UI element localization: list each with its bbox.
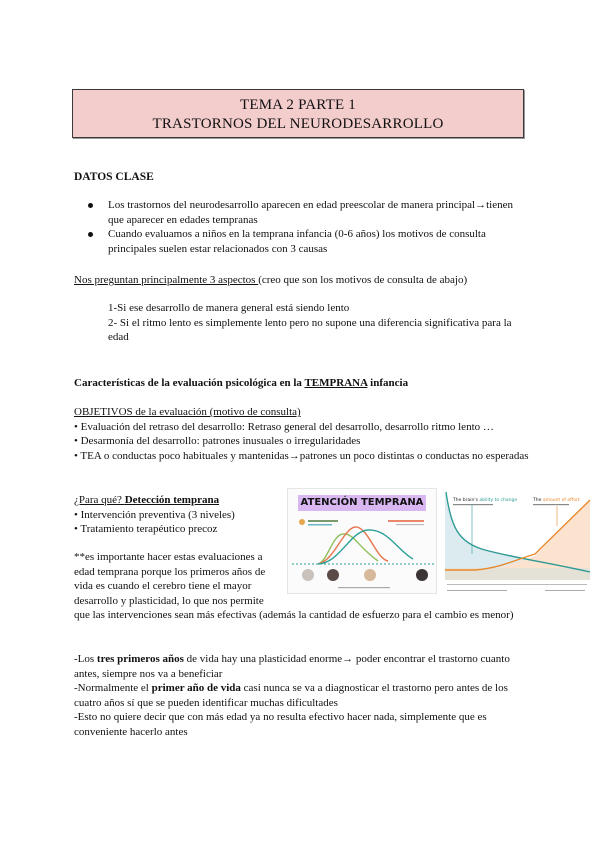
image-banner: ATENCIÓN TEMPRANA — [298, 495, 426, 511]
note-line: -Esto no quiere decir que con más edad ya no resulta efectivo hacer nada, simplemente que es conveniente hacerlo antes — [74, 711, 487, 738]
note-line: -Los tres primeros años de vida hay una plasticidad enorme→ poder encontrar el trastorno cuanto antes, siempre nos va a beneficiar — [74, 653, 510, 680]
list-item: • Tratamiento terapéutico precoz — [74, 523, 218, 536]
atencion-temprana-image — [287, 488, 437, 594]
list-item: • Intervención preventiva (3 niveles) — [74, 508, 235, 521]
brain-plasticity-chart-image — [445, 488, 593, 594]
title-line-1: TEMA 2 PARTE 1 — [240, 97, 356, 113]
note-paragraph: **es importante hacer estas evaluaciones a edad temprana porque los primeros años de vida es cuando el cerebro tiene el mayor desarrollo y plasticidad, lo que nos permite — [74, 551, 266, 607]
objetivos-block — [74, 405, 529, 463]
svg-text:The amount of effort: The amount of effort — [533, 498, 580, 503]
list-item: Los trastornos del neurodesarrollo aparecen en edad preescolar de manera principal→tienen que aparecer en edades tempranas — [88, 198, 528, 227]
preguntan-paragraph: Nos preguntan principalmente 3 aspectos (creo que son los motivos de consulta de abajo) — [74, 274, 468, 286]
objetivos-heading: OBJETIVOS de la evaluación (motivo de consulta) — [74, 406, 301, 418]
plasticity-effort-chart — [445, 488, 593, 594]
note-paragraph-continued: que las intervenciones sean más efectivas (además la cantidad de esfuerzo para el cambio es menor) — [74, 609, 514, 621]
list-item: • Desarmonía del desarrollo: patrones inusuales o irregularidades — [74, 435, 361, 448]
development-curves-graphic — [288, 489, 437, 594]
numbered-list — [108, 301, 528, 345]
bullet-icon — [88, 203, 93, 208]
datos-clase-list — [88, 198, 528, 256]
note-line: -Normalmente el primer año de vida casi nunca se va a diagnosticar el trastorno pero antes de los cuatro años sí que se pueden identificar muchas dificultades — [74, 682, 508, 709]
list-item: • Evaluación del retraso del desarrollo: Retraso general del desarrollo, desarrollo ritmo lento … — [74, 420, 494, 433]
title-box — [72, 89, 524, 138]
list-item: 2- Si el ritmo lento es simplemente lento pero no supone una diferencia significativa para la edad — [108, 316, 512, 344]
list-item: Cuando evaluamos a niños en la temprana infancia (0-6 años) los motivos de consulta principales suelen estar relacionados con 3 causas — [88, 227, 528, 256]
list-item: 1-Si ese desarrollo de manera general está siendo lento — [108, 302, 350, 314]
title-line-2: TRASTORNOS DEL NEURODESARROLLO — [152, 116, 444, 132]
para-que-block — [74, 493, 284, 537]
list-item: • TEA o conductas poco habituales y mantenidas→patrones un poco distintas o conductas no esperadas — [74, 449, 529, 462]
section-heading-caracteristicas: Características de la evaluación psicológica en la TEMPRANA infancia — [74, 377, 409, 389]
para-que-heading: ¿Para qué? Detección temprana — [74, 494, 220, 506]
svg-text:The brain's ability to change: The brain's ability to change — [453, 498, 518, 503]
section-heading-datos-clase: DATOS CLASE — [74, 171, 154, 183]
bullet-icon — [88, 232, 93, 237]
final-notes — [74, 652, 534, 740]
